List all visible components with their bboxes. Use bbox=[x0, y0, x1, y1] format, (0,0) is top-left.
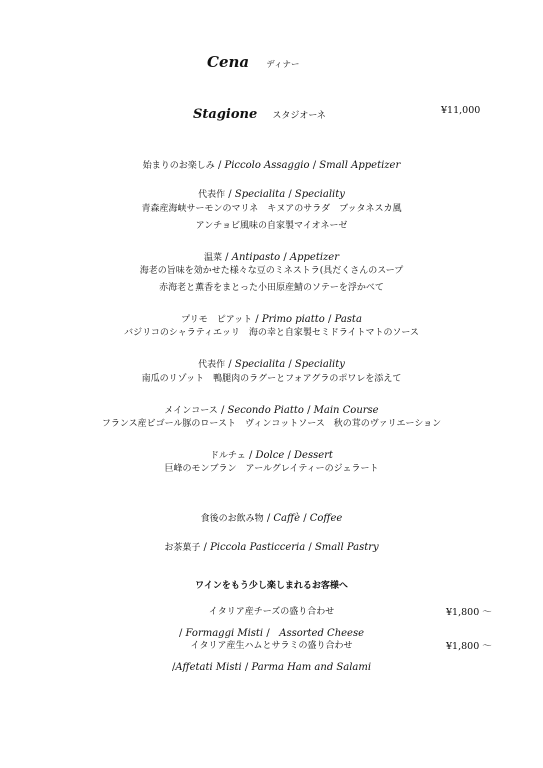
course-name-jp: スタジオーネ bbox=[272, 111, 326, 121]
label-en: Main Course bbox=[313, 405, 379, 416]
menu-header bbox=[207, 52, 300, 71]
dish-line: フランス産ビゴール豚のロースト ヴィンコットソース 秋の茸のヴァリエーション bbox=[101, 419, 442, 429]
section-heading bbox=[0, 352, 543, 371]
separator: / bbox=[324, 314, 335, 325]
wine-item-jp: イタリア産生ハムとサラミの盛り合わせ bbox=[190, 641, 353, 651]
separator: / bbox=[284, 450, 295, 461]
section-heading bbox=[0, 153, 543, 172]
dish-line: バジリコのシャラティエッリ 海の幸と自家製セミドライトマトのソース bbox=[124, 328, 419, 338]
label-jp: 食後のお飲み物 bbox=[200, 514, 264, 524]
label-en: Small Appetizer bbox=[319, 160, 401, 171]
label-it: Formaggi Misti bbox=[185, 628, 264, 639]
course-heading bbox=[193, 103, 326, 122]
label-jp: 代表作 bbox=[198, 190, 226, 200]
label-it: Primo piatto bbox=[261, 314, 325, 325]
separator: / bbox=[214, 160, 225, 171]
separator: / bbox=[263, 628, 280, 639]
label-it: Secondo Piatto bbox=[227, 405, 304, 416]
dish-line: 南瓜のリゾット 鴨腿肉のラグーとフォアグラのポワレを添えて bbox=[141, 374, 402, 384]
label-jp: プリモ ピアット bbox=[181, 315, 253, 325]
separator: / bbox=[309, 160, 320, 171]
section-heading bbox=[0, 535, 543, 554]
separator: / bbox=[245, 450, 256, 461]
label-en: Coffee bbox=[309, 513, 343, 524]
dish-line: アンチョビ風味の自家製マイオネーゼ bbox=[195, 221, 348, 231]
label-jp: 温菜 bbox=[203, 253, 222, 263]
course-price: ¥11,000 bbox=[441, 105, 481, 116]
wine-item-jp: イタリア産チーズの盛り合わせ bbox=[208, 607, 335, 617]
separator: / bbox=[225, 189, 235, 200]
label-en: Speciality bbox=[294, 359, 345, 370]
separator: / bbox=[225, 359, 235, 370]
wine-item-names bbox=[0, 655, 543, 674]
wine-item-price: ¥1,800 ～ bbox=[446, 641, 492, 652]
label-it: Specialita bbox=[234, 189, 286, 200]
label-en: Pasta bbox=[334, 314, 362, 325]
dish-line: 赤海老と薫香をまとった小田原産鯖のソテーを浮かべて bbox=[159, 283, 384, 293]
separator: / bbox=[305, 542, 315, 553]
separator: / bbox=[252, 314, 262, 325]
separator: / bbox=[221, 252, 232, 263]
label-en: Appetizer bbox=[289, 252, 340, 263]
label-jp: 始まりのお楽しみ bbox=[142, 161, 215, 171]
label-it: Caffè bbox=[273, 513, 301, 524]
section-heading bbox=[0, 307, 543, 326]
dish-line: 巨峰のモンブラン アールグレイティーのジェラート bbox=[164, 464, 379, 474]
label-jp: お茶菓子 bbox=[164, 543, 201, 553]
menu-title-jp: ディナー bbox=[266, 60, 300, 70]
label-it: Piccola Pasticceria bbox=[210, 542, 306, 553]
separator: / bbox=[285, 359, 295, 370]
separator: / bbox=[285, 189, 295, 200]
section-heading bbox=[0, 506, 543, 525]
label-it: Specialita bbox=[234, 359, 286, 370]
separator: / bbox=[217, 405, 228, 416]
wine-heading: ワインをもう少し楽しまれるお客様へ bbox=[195, 581, 348, 591]
separator: / bbox=[200, 542, 211, 553]
label-jp: 代表作 bbox=[198, 360, 226, 370]
separator: / bbox=[303, 405, 314, 416]
dish-line: 海老の旨味を効かせた様々な豆のミネストラ(具だくさんのスープ bbox=[139, 266, 404, 276]
label-it: Piccolo Assaggio bbox=[224, 160, 310, 171]
separator: / bbox=[178, 628, 186, 639]
separator: / bbox=[171, 662, 176, 673]
course-name: Stagione bbox=[193, 107, 258, 122]
label-en: Assorted Cheese bbox=[279, 628, 365, 639]
separator: / bbox=[241, 662, 252, 673]
separator: / bbox=[300, 513, 310, 524]
dish-line: 青森産海峡サーモンのマリネ キヌアのサラダ ブッタネスカ風 bbox=[141, 204, 402, 214]
label-it: Antipasto bbox=[231, 252, 281, 263]
menu-title: Cena bbox=[207, 53, 250, 71]
label-it: Affetati Misti bbox=[175, 662, 242, 673]
label-jp: メインコース bbox=[164, 406, 218, 416]
section-heading bbox=[0, 443, 543, 462]
separator: / bbox=[263, 513, 274, 524]
label-en: Dessert bbox=[294, 450, 333, 461]
label-en: Parma Ham and Salami bbox=[251, 662, 372, 673]
label-en: Speciality bbox=[294, 189, 345, 200]
section-heading bbox=[0, 245, 543, 264]
wine-item-price: ¥1,800 ～ bbox=[446, 607, 492, 618]
label-it: Dolce bbox=[255, 450, 285, 461]
section-heading bbox=[0, 398, 543, 417]
separator: / bbox=[280, 252, 290, 263]
section-heading bbox=[0, 182, 543, 201]
label-en: Small Pastry bbox=[314, 542, 379, 553]
label-jp: ドルチェ bbox=[210, 451, 246, 461]
